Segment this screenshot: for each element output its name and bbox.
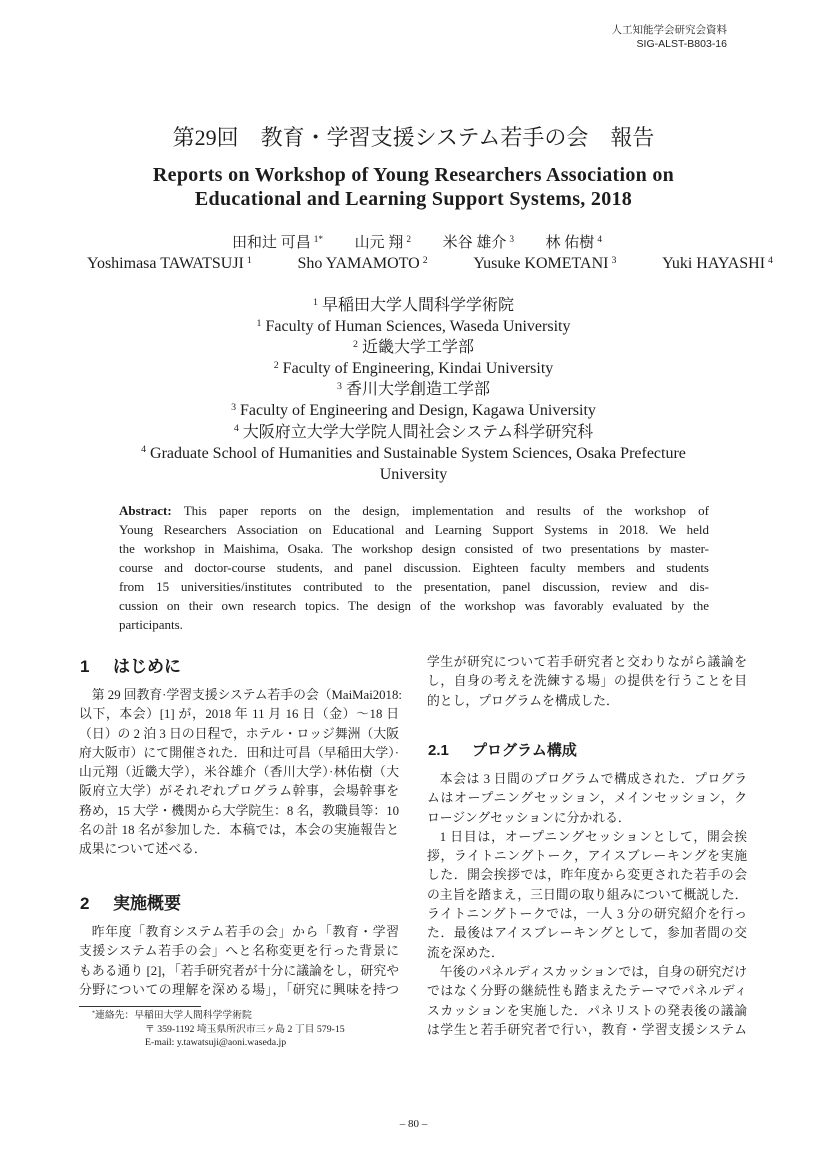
abstract-line: Young Researchers Association on Educational and Learning Support Systems in 2018. We held [119, 522, 709, 537]
author [546, 234, 602, 252]
subsection-title: プログラム構成 [472, 742, 577, 759]
title-japanese: 第29回 教育・学習支援システム若手の会 報告 [172, 125, 655, 150]
author-affiliation-mark: 4 [597, 234, 602, 245]
text-line: 成果について述べる． [79, 842, 207, 857]
author-name: Yoshimasa TAWATSUJI [87, 255, 244, 272]
subsection-heading [428, 741, 577, 761]
affiliation-mark: 2 [273, 359, 279, 371]
text-line: の主旨を踏まえ，三日間の取り組みについて概説した． [427, 887, 748, 902]
author-name: Yuki HAYASHI [662, 255, 766, 272]
affiliations [0, 295, 827, 485]
section-number: 2 [80, 894, 90, 913]
text-line: した．開会挨拶では，昨年度から変更された若手の会 [427, 868, 747, 883]
authors-japanese [232, 234, 602, 252]
author-name: 林 佑樹 [545, 235, 595, 251]
author-affiliation-mark: 2 [406, 234, 412, 245]
abstract-line: course and doctor-course students, and panel discussion. Eighteen faculty members and students [119, 560, 709, 575]
author-name: 田和辻 可昌 [232, 235, 311, 251]
paragraph [427, 770, 747, 828]
author-name: Sho YAMAMOTO [297, 255, 420, 272]
author-affiliation-mark: 1* [313, 234, 324, 245]
affiliation-line [0, 379, 827, 400]
text-line: 府大阪市）にて開催された．田和辻可昌（早稲田大学）· [79, 745, 399, 760]
footnote-mark: * [92, 1010, 96, 1017]
affiliation-mark: 1 [313, 296, 318, 308]
section-title: 実施概要 [113, 894, 181, 913]
affiliation-mark: 4 [141, 444, 147, 456]
title-english-line: Reports on Workshop of Young Researchers Association on [152, 164, 675, 186]
affiliation-line [0, 443, 827, 464]
section-title: はじめに [113, 657, 181, 676]
affiliation-text: 香川大学創造工学部 [345, 381, 490, 399]
affiliation-mark: 4 [233, 423, 239, 435]
text-line: ムはオープニングセッション，メインセッション，ク [427, 791, 747, 806]
author-affiliation-mark: 2 [422, 254, 428, 266]
affiliation-text: 近畿大学工学部 [361, 339, 474, 357]
section-number: 1 [80, 657, 90, 676]
affiliation-line [0, 337, 827, 358]
text-line: し，自身の考えを洗練する場」の提供を行うことを目 [427, 674, 747, 689]
text-line: 分野についての理解を深める場」，「研究に興味を持つ [79, 982, 399, 997]
text-line: もある通り [2]，「若手研究者が十分に議論をし，研究や [79, 963, 399, 978]
text-line: 山元翔（近畿大学），米谷雄介（香川大学）·林佑樹（大 [79, 765, 399, 780]
page-number: – 80 – [399, 1118, 428, 1130]
affiliation-text: 早稲田大学人間科学学術院 [321, 297, 514, 314]
abstract-label: Abstract: [119, 503, 172, 518]
section-heading [80, 656, 181, 678]
affiliation-mark: 3 [337, 380, 342, 392]
author [443, 234, 514, 252]
paragraph [79, 686, 402, 860]
abstract-line [119, 501, 709, 520]
text-line: （日）の 2 泊 3 日の日程で，ホテル・ロッジ舞洲（大阪 [79, 726, 399, 741]
author-affiliation-mark: 4 [768, 254, 773, 266]
abstract-line: the workshop in Maishima, Osaka. The workshop design consisted of two presentations by master- [119, 541, 709, 556]
text-line: 名の計 18 名が参加した．本稿では，本会の実施報告と [79, 823, 399, 838]
abstract-text: This paper reports on the design, implementation and results of the workshop of [183, 503, 709, 518]
text-line: 午後のパネルディスカッションでは，自身の研究だけ [439, 964, 747, 979]
affiliation-text: Faculty of Engineering, Kindai University [282, 360, 554, 378]
paragraph [79, 923, 399, 1000]
author [87, 255, 252, 273]
text-line: た．最後はアイスブレーキングとして，参加者間の交 [427, 926, 747, 941]
text-line: ではなく分野の継続性も踏まえたテーマでパネルディ [427, 984, 747, 999]
text-line: 支援システム若手の会」へと名称変更を行った背景に [79, 944, 399, 959]
footnote [79, 1009, 345, 1050]
subsection-body [427, 770, 747, 1040]
affiliation-mark: 3 [231, 402, 237, 414]
abstract [119, 501, 709, 634]
author-affiliation-mark: 3 [611, 254, 617, 266]
affiliation-line [0, 316, 827, 337]
text-line: 学生が研究について若手研究者と交わりながら議論を [427, 655, 747, 669]
footnote-contact: 連絡先：早稲田大学人間科学学術院 [95, 1010, 252, 1021]
author-name: 米谷 雄介 [442, 235, 507, 251]
author [355, 234, 411, 252]
section-heading [80, 893, 181, 915]
affiliation-line [0, 295, 827, 316]
text-line: 阪府立大学）がそれぞれプログラム幹事，会場幹事を [79, 784, 399, 799]
author-affiliation-mark: 1 [246, 254, 252, 266]
affiliation-text: Faculty of Human Sciences, Waseda University [265, 318, 571, 336]
affiliation-line [0, 400, 827, 421]
text-line: 本会は 3 日間のプログラムで構成された．プログラ [439, 772, 747, 786]
title-english-line: Educational and Learning Support Systems, 2018 [194, 188, 633, 210]
affiliation-line [0, 422, 827, 443]
text-line: 務め，15 大学・機関から大学院生：8 名，教職員等：10 [79, 803, 399, 818]
affiliation-text: Faculty of Engineering and Design, Kagawa University [240, 402, 596, 420]
affiliation-mark: 1 [256, 317, 262, 329]
text-line: 拶，ライトニングトーク，アイスブレーキングを実施 [427, 849, 747, 864]
author [473, 255, 616, 273]
footnote-address: 〒 359-1192 埼玉県所沢市三ヶ島 2 丁目 579-15 [145, 1023, 345, 1035]
text-line: 的とし，プログラムを構成した． [427, 693, 619, 708]
text-line: ロージングセッションに分かれる． [427, 810, 631, 825]
paragraph [427, 828, 747, 963]
abstract-line: from 15 universities/institutes contributed to the presentation, panel discussion, review and dis- [119, 579, 709, 594]
text-line: は学生と若手研究者で行い，教育・学習支援システム [427, 1022, 747, 1037]
running-header [612, 23, 728, 51]
author-name: Yusuke KOMETANI [473, 255, 609, 272]
header-doc-id: SIG-ALST-B803-16 [636, 38, 727, 50]
affiliation-text: University [379, 465, 448, 483]
author-name: 山元 翔 [354, 235, 404, 251]
affiliation-text: 大阪府立大学大学院人間社会システム科学研究科 [242, 423, 594, 441]
header-series: 人工知能学会研究会資料 [611, 24, 727, 36]
abstract-line: cussion on their own research topics. The design of the workshop was favorably evaluated by the [119, 598, 709, 613]
paragraph [427, 963, 747, 1040]
text-line: 以下，本会）[1] が，2018 年 11 月 16 日（金）～18 日 [79, 707, 399, 722]
footnote-email: E-mail: y.tawatsuji@aoni.waseda.jp [145, 1037, 287, 1048]
text-line: スカッションを実施した．パネリストの発表後の議論 [427, 1003, 747, 1018]
text-line: 第 29 回教育·学習支援システム若手の会（MaiMai2018: [91, 688, 402, 702]
affiliation-text: Graduate School of Humanities and Sustainable System Sciences, Osaka Prefecture [150, 444, 686, 462]
affiliation-line [0, 464, 827, 485]
author [232, 234, 323, 252]
title-english [0, 163, 827, 211]
subsection-number: 2.1 [428, 742, 449, 759]
paragraph-continuation [427, 653, 747, 711]
footnote-rule [79, 1006, 201, 1007]
affiliation-line [0, 358, 827, 379]
text-line: 昨年度「教育システム若手の会」から「教育・学習 [91, 925, 399, 939]
author-affiliation-mark: 3 [509, 234, 514, 245]
author [662, 255, 773, 273]
text-line: 1 日目は，オープニングセッションとして，開会挨 [439, 829, 747, 844]
text-line: 流を深めた． [427, 945, 504, 960]
abstract-line: participants. [119, 617, 183, 632]
footnote-line [79, 1009, 345, 1023]
authors-english [87, 255, 773, 273]
text-line: ライトニングトークでは，一人 3 分の研究紹介を行っ [427, 907, 747, 922]
affiliation-mark: 2 [353, 338, 358, 350]
author [297, 255, 427, 273]
